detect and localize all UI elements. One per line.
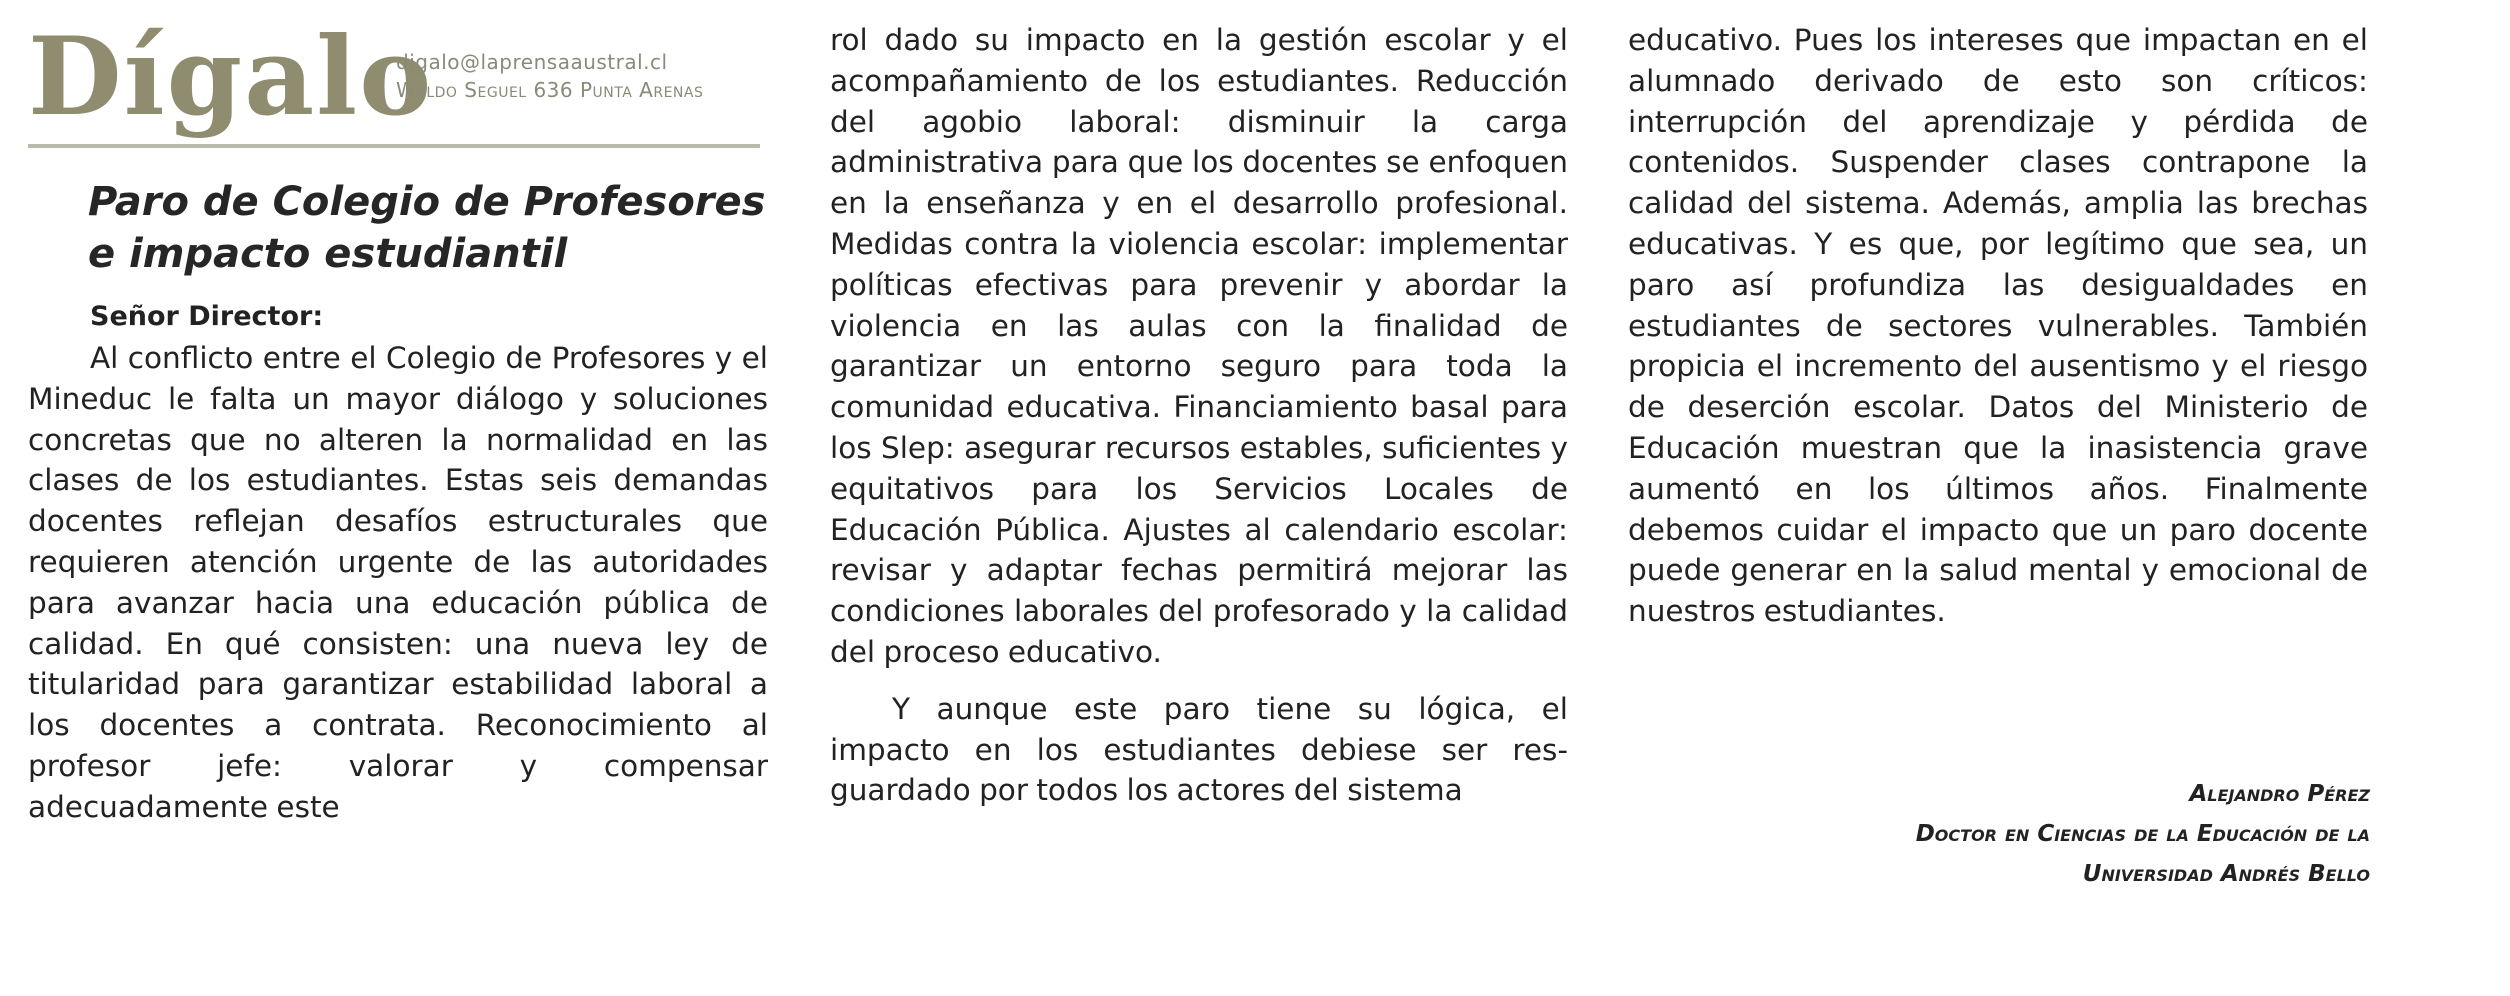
headline-line-1: Paro de Colegio de Profesores	[88, 179, 766, 225]
headline-line-2: e impacto estudiantil	[88, 231, 568, 277]
author-title-line-1: Doctor en Ciencias de la Educación de la	[1915, 821, 2370, 847]
body-paragraph: rol dado su impacto en la gestión escolar y el acompañamiento de los estudiantes. Reducción del agobio laboral: disminuir la carga administrativa para que los docentes se enfoquen en la enseñanza y en el desarrollo profesional. Medidas contra la violencia escolar: implementar políticas efectivas para prevenir y abordar la violencia en las aulas con la finalidad de garantizar un entorno seguro para toda la comunidad educativa. Financiamiento basal para los Slep: asegurar recursos estables, suficientes y equitativos para los Servicios Locales de Educación Pública. Ajustes al calendario escolar: revisar y adaptar fechas permitirá mejorar las condiciones laborales del profesorado y la calidad del proceso educativo.	[830, 23, 1568, 669]
text-column-3	[1628, 20, 2368, 632]
text-column-2	[830, 20, 1568, 811]
body-paragraph: Al conflicto entre el Colegio de Profesores y el Mineduc le falta un mayor diálogo y soluciones concretas que no alteren la normalidad en las clases de los estudiantes. Estas seis demandas docentes reflejan desafíos estructurales que requieren atención urgente de las autoridades para avanzar hacia una educación pública de calidad. En qué consisten: una nueva ley de titularidad para garantizar estabilidad laboral a los docentes a contrata. Reconocimiento al profesor jefe: valorar y compensar adecuadamente este	[28, 341, 768, 824]
body-paragraph: educativo. Pues los intereses que impactan en el alumnado derivado de esto son críticos: interrupción del aprendizaje y pérdida de contenidos. Suspender clases contrapone la calidad del sistema. Además, amplia las brechas educativas. Y es que, por legítimo que sea, un paro así profundiza las desigualdades en estudiantes de sectores vulnerables. También propicia el incremento del ausentismo y el riesgo de deserción escolar. Datos del Ministerio de Educación muestran que la inasistencia grave aumentó en los últimos años. Finalmente debemos cuidar el impacto que un paro docente puede generar en la salud mental y emocional de nuestros estudiantes.	[1628, 23, 2368, 629]
author-name: Alejandro Pérez	[2189, 781, 2370, 807]
contact-address: Waldo Seguel 636 Punta Arenas	[396, 78, 704, 102]
contact-email: digalo@laprensaaustral.cl	[396, 50, 668, 74]
section-brand-title: Dígalo	[28, 14, 434, 140]
masthead	[28, 12, 760, 142]
body-paragraph: Y aunque este paro tiene su lógica, el impacto en los estudiantes debiese ser resguardado por todos los actores del sistema	[830, 691, 1568, 808]
letter-salutation: Señor Director:	[90, 301, 324, 332]
contact-info	[396, 48, 703, 104]
author-title-line-2: Universidad Andrés Bello	[2082, 861, 2370, 887]
letter-signature	[1470, 774, 2370, 894]
masthead-divider	[28, 144, 760, 148]
text-column-1	[28, 338, 768, 828]
letter-headline	[88, 176, 778, 280]
